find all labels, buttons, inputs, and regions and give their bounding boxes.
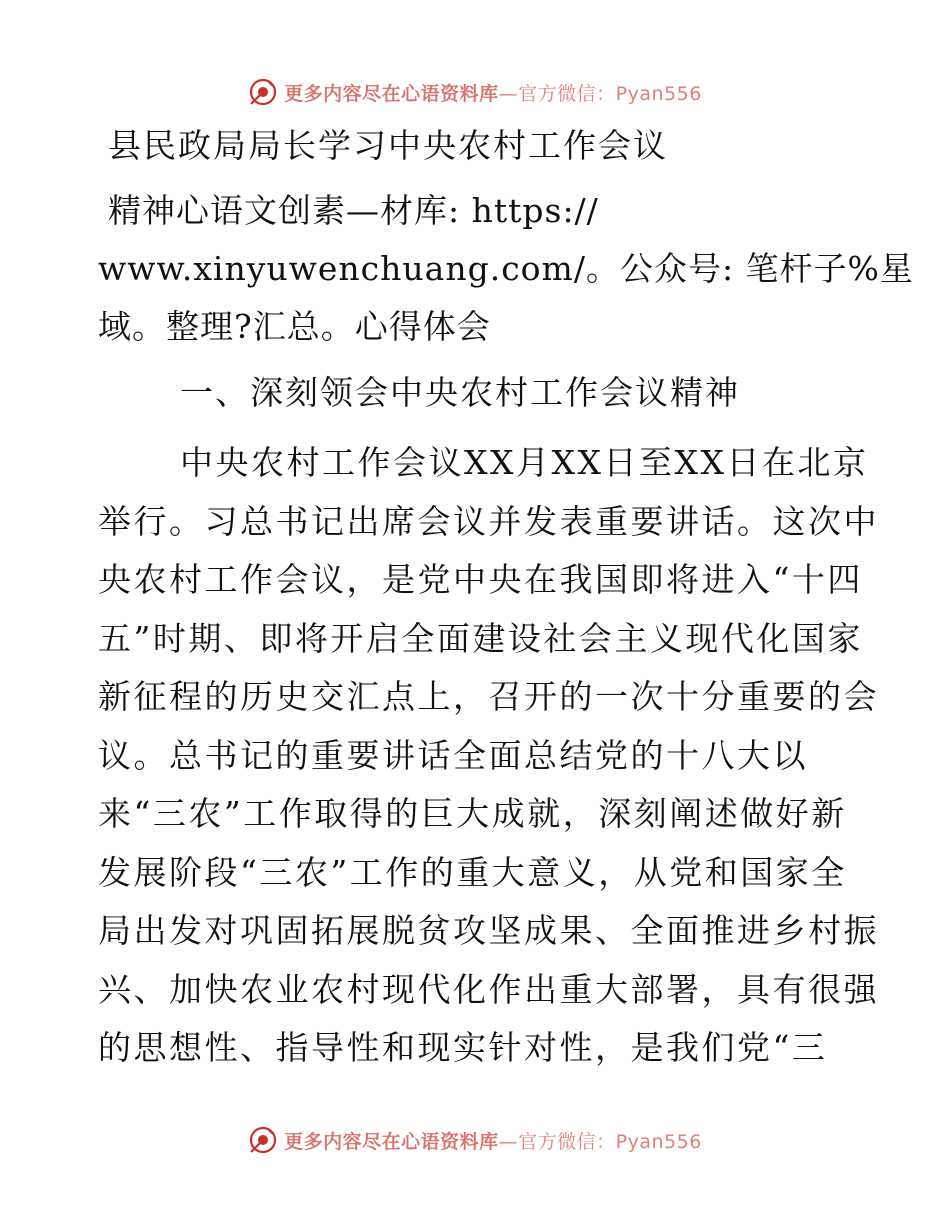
- document-title: 县民政局局长学习中央农村工作会议: [108, 126, 668, 165]
- paragraph-line: 兴、加快农业农村现代化作出重大部署，具有很强: [98, 969, 879, 1009]
- paragraph-line: 五”时期、即将开启全面建设社会主义现代化国家: [98, 618, 863, 658]
- paragraph-line: 来“三农”工作取得的巨大成就，深刻阐述做好新: [98, 794, 847, 833]
- paragraph-line: 局出发对巩固拓展脱贫攻坚成果、全面推进乡村振: [98, 911, 879, 950]
- paragraph-line: 举行。习总书记出席会议并发表重要讲话。这次中: [98, 501, 879, 541]
- paragraph-line: 中央农村工作会议XX月XX日至XX日在北京: [180, 443, 869, 482]
- watermark-text-bold: 更多内容尽在心语资料库: [284, 1130, 499, 1153]
- header-watermark-banner: [0, 72, 950, 112]
- paragraph-line: 的思想性、指导性和现实针对性，是我们党“三: [98, 1028, 828, 1067]
- paragraph-line: 发展阶段“三农”工作的重大意义，从党和国家全: [98, 852, 847, 892]
- watermark-text-bold: 更多内容尽在心语资料库: [284, 82, 499, 105]
- watermark-text: [284, 1127, 702, 1154]
- footer-watermark-banner: [0, 1120, 950, 1160]
- paragraph-line: 议。总书记的重要讲话全面总结党的十八大以: [98, 735, 808, 775]
- intro-line: www.xinyuwenchuang.com/。公众号: 笔杆子%星: [98, 249, 914, 288]
- watermark-text-rest: —官方微信：Pyan556: [498, 1130, 702, 1153]
- paragraph-line: 新征程的历史交汇点上，召开的一次十分重要的会: [98, 677, 879, 716]
- paragraph-line: 央农村工作会议，是党中央在我国即将进入“十四: [98, 560, 863, 599]
- watermark-text: [284, 79, 702, 106]
- document-body: [98, 124, 914, 1078]
- pen-circle-logo-icon: [248, 77, 278, 107]
- section-heading: 一、深刻领会中央农村工作会议精神: [180, 373, 740, 412]
- body-paragraph: [98, 434, 879, 1078]
- intro-line: 域。整理?汇总。心得体会: [98, 307, 491, 346]
- intro-line: 精神心语文创素—材库: https://: [108, 191, 599, 230]
- watermark-text-rest: —官方微信：Pyan556: [498, 82, 702, 105]
- pen-circle-logo-icon: [248, 1125, 278, 1155]
